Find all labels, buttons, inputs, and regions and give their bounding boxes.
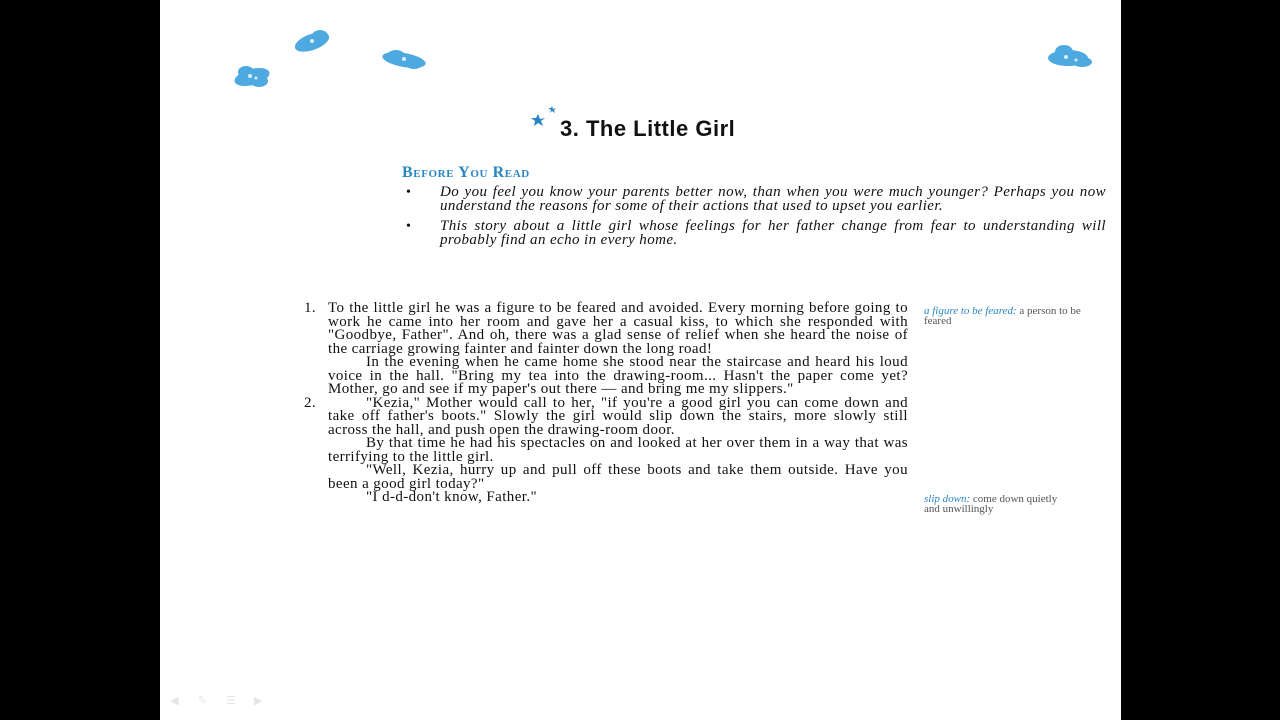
glossary-term: a figure to be feared: — [924, 305, 1017, 317]
paragraph-text: In the evening when he came home she stood near the staircase and heard his loud voice in the hall. "Bring my tea into the drawing-room... Hasn't the paper come yet? Mother, go and see if my paper's out there — and bring me my slippers." — [328, 354, 908, 397]
glossary-meaning: come down quietly and unwillingly — [924, 493, 1058, 515]
story-text — [300, 302, 908, 505]
chapter-title — [560, 112, 1000, 148]
glossary-meaning: a person to be feared — [924, 305, 1081, 327]
paragraph-number: 2. — [304, 394, 317, 411]
glossary-note — [924, 306, 1108, 326]
paragraph-text: "Well, Kezia, hurry up and pull off these boots and take them outside. Have you been a good girl today?" — [328, 462, 908, 492]
flower-decoration-icon — [1040, 42, 1098, 72]
slideshow-toolbar — [170, 694, 290, 712]
paragraph — [300, 464, 908, 491]
list-item-text: Do you feel you know your parents better now, than when you were much younger? Perhaps you now understand the reasons for some of their actions that used to upset you earlier. — [440, 184, 1106, 214]
paragraph — [300, 302, 908, 356]
pen-icon[interactable]: ✎ — [198, 694, 208, 707]
paragraph-text: To the little girl he was a figure to be feared and avoided. Every morning before going to work he came into her room and gave her a casual kiss, to which she responded with "Goodbye, Father". And oh, there was a glad sense of relief when she heard the noise of the carriage growing fainter and fainter down the long road! — [328, 300, 908, 357]
paragraph-text: "Kezia," Mother would call to her, "if you're a good girl you can come down and take off father's boots." Slowly the girl would slip down the stairs, more slowly still across the hall, and push open the drawing-room door. — [328, 394, 908, 438]
paragraph — [300, 356, 908, 397]
list-item — [402, 186, 1106, 213]
before-you-read-heading: Before You Read — [402, 164, 530, 181]
flower-decoration-icon — [286, 26, 338, 58]
next-arrow-icon[interactable]: ▶ — [254, 694, 263, 707]
chapter-title-text: 3. The Little Girl — [560, 116, 736, 141]
bullet-icon: • — [406, 185, 412, 200]
list-item-text: This story about a little girl whose feelings for her father change from fear to understanding will probably find an echo in every home. — [440, 218, 1106, 248]
paragraph — [300, 437, 908, 464]
star-flower-icon — [524, 104, 560, 132]
flower-decoration-icon — [374, 46, 434, 74]
bullet-icon: • — [406, 219, 412, 234]
before-you-read-list — [402, 186, 1106, 254]
list-item — [402, 220, 1106, 247]
document-page — [160, 0, 1121, 720]
menu-icon[interactable]: ☰ — [226, 694, 236, 707]
flower-decoration-icon — [226, 60, 278, 94]
paragraph — [300, 394, 908, 438]
paragraph-text: By that time he had his spectacles on and looked at her over them in a way that was terrifying to the little girl. — [328, 435, 908, 465]
glossary-term: slip down: — [924, 493, 971, 505]
paragraph-text: "I d-d-don't know, Father." — [366, 489, 538, 505]
paragraph-number: 1. — [304, 300, 317, 316]
glossary-note — [924, 494, 1074, 514]
paragraph — [300, 491, 908, 505]
previous-arrow-icon[interactable]: ◀ — [170, 694, 179, 707]
